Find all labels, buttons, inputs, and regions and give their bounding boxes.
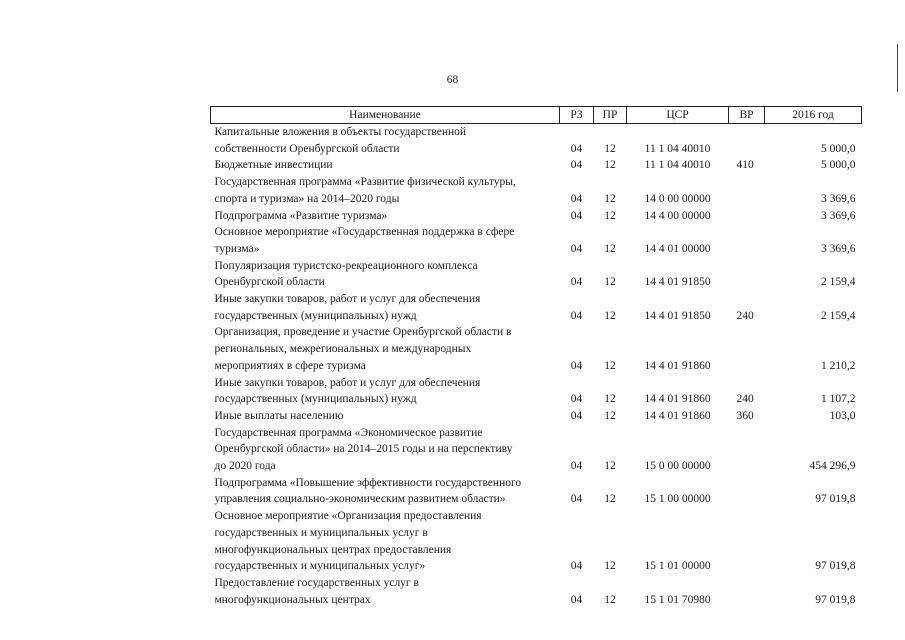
row-vr bbox=[729, 508, 765, 575]
row-amount: 1 210,2 bbox=[821, 359, 856, 372]
row-name-line: спорта и туризма» на 2014–2020 годы bbox=[214, 192, 400, 205]
row-pr: 12 bbox=[604, 560, 616, 573]
row-rz: 04 bbox=[570, 276, 583, 289]
row-name bbox=[211, 425, 560, 475]
row-pr: 12 bbox=[604, 460, 616, 473]
row-amount: 2 159,4 bbox=[821, 309, 856, 322]
row-vr bbox=[729, 324, 765, 374]
row-name-line: Иные выплаты населению bbox=[214, 409, 344, 422]
row-name-line: Оренбургской области bbox=[214, 276, 325, 289]
table-row bbox=[211, 475, 862, 508]
row-rz: 04 bbox=[570, 309, 583, 322]
row-amount: 3 369,6 bbox=[821, 209, 856, 222]
header-rz: РЗ bbox=[560, 107, 594, 124]
row-rz: 04 bbox=[570, 142, 583, 155]
row-pr: 12 bbox=[604, 142, 616, 155]
table-row bbox=[211, 174, 862, 207]
row-rz: 04 bbox=[570, 242, 583, 255]
row-amount: 1 107,2 bbox=[821, 393, 856, 406]
budget-table bbox=[210, 106, 862, 608]
row-rz: 04 bbox=[570, 159, 583, 172]
row-csr: 15 0 00 00000 bbox=[644, 460, 711, 473]
header-vr: ВР bbox=[729, 107, 765, 124]
row-name-line: государственных и муниципальных услуг в bbox=[214, 526, 428, 539]
row-pr: 12 bbox=[604, 493, 616, 506]
header-pr: ПР bbox=[594, 107, 627, 124]
row-csr: 14 4 01 91860 bbox=[644, 409, 711, 422]
row-name-line: государственных (муниципальных) нужд bbox=[214, 393, 417, 406]
row-pr: 12 bbox=[604, 309, 616, 322]
row-name-line: до 2020 года bbox=[214, 460, 276, 473]
row-csr: 11 1 04 40010 bbox=[644, 159, 711, 172]
row-pr: 12 bbox=[604, 593, 616, 606]
row-name-line: Иные закупки товаров, работ и услуг для обеспечения bbox=[214, 293, 481, 306]
row-vr bbox=[729, 124, 765, 158]
row-csr: 14 4 01 91860 bbox=[644, 393, 711, 406]
row-amount: 103,0 bbox=[829, 409, 856, 422]
table-row bbox=[211, 208, 862, 225]
row-name-line: региональных, межрегиональных и международных bbox=[214, 343, 472, 356]
table-row bbox=[211, 291, 862, 324]
row-csr: 14 4 01 91850 bbox=[644, 276, 711, 289]
table-row bbox=[211, 157, 862, 174]
row-name bbox=[211, 375, 560, 408]
row-rz: 04 bbox=[570, 393, 583, 406]
row-name-line: Организация, проведение и участие Оренбургской области в bbox=[214, 326, 512, 339]
row-name-line: государственных (муниципальных) нужд bbox=[214, 309, 417, 322]
row-vr bbox=[729, 208, 765, 225]
table-row bbox=[211, 258, 862, 291]
row-name-line: Популяризация туристско-рекреационного комплекса bbox=[214, 259, 478, 272]
table-header-row bbox=[211, 107, 862, 124]
row-amount: 5 000,0 bbox=[821, 142, 856, 155]
row-name-line: многофункциональных центрах предоставления bbox=[214, 543, 452, 556]
row-pr: 12 bbox=[604, 276, 616, 289]
row-name-line: Подпрограмма «Развитие туризма» bbox=[214, 209, 388, 222]
row-name bbox=[211, 475, 560, 508]
row-name bbox=[211, 508, 560, 575]
row-vr bbox=[729, 475, 765, 508]
row-name bbox=[211, 258, 560, 291]
row-name bbox=[211, 124, 560, 158]
row-name-line: Капитальные вложения в объекты государственной bbox=[214, 126, 467, 138]
row-name-line: Основное мероприятие «Организация предоставления bbox=[214, 510, 482, 523]
row-csr: 14 4 01 91860 bbox=[644, 359, 711, 372]
table-row bbox=[211, 408, 862, 425]
row-csr: 15 1 00 00000 bbox=[644, 493, 711, 506]
page-number: 68 bbox=[446, 74, 459, 86]
row-amount: 2 159,4 bbox=[821, 276, 856, 289]
row-amount: 97 019,8 bbox=[815, 593, 856, 606]
table-row bbox=[211, 508, 862, 575]
table-row bbox=[211, 124, 862, 158]
row-vr: 410 bbox=[736, 159, 754, 172]
table-row bbox=[211, 324, 862, 374]
row-name bbox=[211, 157, 560, 174]
row-name bbox=[211, 324, 560, 374]
row-name-line: Государственная программа «Развитие физической культуры, bbox=[214, 176, 516, 189]
table-row bbox=[211, 425, 862, 475]
row-amount: 3 369,6 bbox=[821, 242, 856, 255]
row-name-line: управления социально-экономическим развитием области» bbox=[214, 493, 506, 506]
row-name bbox=[211, 408, 560, 425]
row-csr: 14 4 00 00000 bbox=[644, 209, 711, 222]
row-vr bbox=[729, 258, 765, 291]
header-year: 2016 год bbox=[765, 107, 862, 124]
row-name-line: мероприятиях в сфере туризма bbox=[214, 359, 366, 372]
row-name bbox=[211, 208, 560, 225]
row-vr: 240 bbox=[736, 309, 754, 322]
row-vr bbox=[729, 575, 765, 608]
row-pr: 12 bbox=[604, 242, 616, 255]
row-name-line: Бюджетные инвестиции bbox=[214, 159, 333, 172]
row-csr: 15 1 01 00000 bbox=[644, 560, 711, 573]
table-body bbox=[211, 124, 862, 609]
row-rz: 04 bbox=[570, 209, 583, 222]
row-name bbox=[211, 575, 560, 608]
row-vr bbox=[729, 224, 765, 257]
row-name-line: Предоставление государственных услуг в bbox=[214, 576, 419, 589]
row-amount: 97 019,8 bbox=[815, 493, 856, 506]
row-amount: 454 296,9 bbox=[809, 460, 856, 473]
table-row bbox=[211, 575, 862, 608]
row-pr: 12 bbox=[604, 409, 616, 422]
row-name bbox=[211, 174, 560, 207]
row-pr: 12 bbox=[604, 209, 616, 222]
table-row bbox=[211, 224, 862, 257]
row-name-line: собственности Оренбургской области bbox=[214, 142, 400, 155]
row-csr: 11 1 04 40010 bbox=[644, 142, 711, 155]
row-amount: 5 000,0 bbox=[821, 159, 856, 172]
row-pr: 12 bbox=[604, 159, 616, 172]
row-pr: 12 bbox=[604, 192, 616, 205]
row-rz: 04 bbox=[570, 359, 583, 372]
row-vr: 240 bbox=[736, 393, 754, 406]
row-pr: 12 bbox=[604, 359, 616, 372]
row-rz: 04 bbox=[570, 460, 583, 473]
row-amount: 97 019,8 bbox=[815, 560, 856, 573]
row-name bbox=[211, 224, 560, 257]
row-pr: 12 bbox=[604, 393, 616, 406]
row-name-line: Государственная программа «Экономическое развитие bbox=[214, 426, 483, 439]
row-vr bbox=[729, 425, 765, 475]
row-rz: 04 bbox=[570, 593, 583, 606]
row-csr: 14 4 01 91850 bbox=[644, 309, 711, 322]
row-amount: 3 369,6 bbox=[821, 192, 856, 205]
row-rz: 04 bbox=[570, 409, 583, 422]
row-csr: 14 0 00 00000 bbox=[644, 192, 711, 205]
row-name-line: Подпрограмма «Повышение эффективности государственного bbox=[214, 476, 522, 489]
row-rz: 04 bbox=[570, 493, 583, 506]
row-rz: 04 bbox=[570, 192, 583, 205]
table-row bbox=[211, 375, 862, 408]
row-vr bbox=[729, 174, 765, 207]
row-name-line: туризма» bbox=[214, 242, 260, 255]
row-name-line: государственных и муниципальных услуг» bbox=[214, 560, 426, 573]
row-csr: 14 4 01 00000 bbox=[644, 242, 711, 255]
header-name: Наименование bbox=[211, 107, 560, 124]
row-csr: 15 1 01 70980 bbox=[644, 593, 711, 606]
row-name-line: многофункциональных центрах bbox=[214, 593, 371, 606]
row-name-line: Основное мероприятие «Государственная поддержка в сфере bbox=[214, 226, 515, 239]
row-vr: 360 bbox=[736, 409, 754, 422]
row-name-line: Иные закупки товаров, работ и услуг для обеспечения bbox=[214, 376, 481, 389]
row-name bbox=[211, 291, 560, 324]
header-csr: ЦСР bbox=[627, 107, 729, 124]
row-rz: 04 bbox=[570, 560, 583, 573]
row-name-line: Оренбургской области» на 2014–2015 годы и на перспективу bbox=[214, 443, 513, 456]
